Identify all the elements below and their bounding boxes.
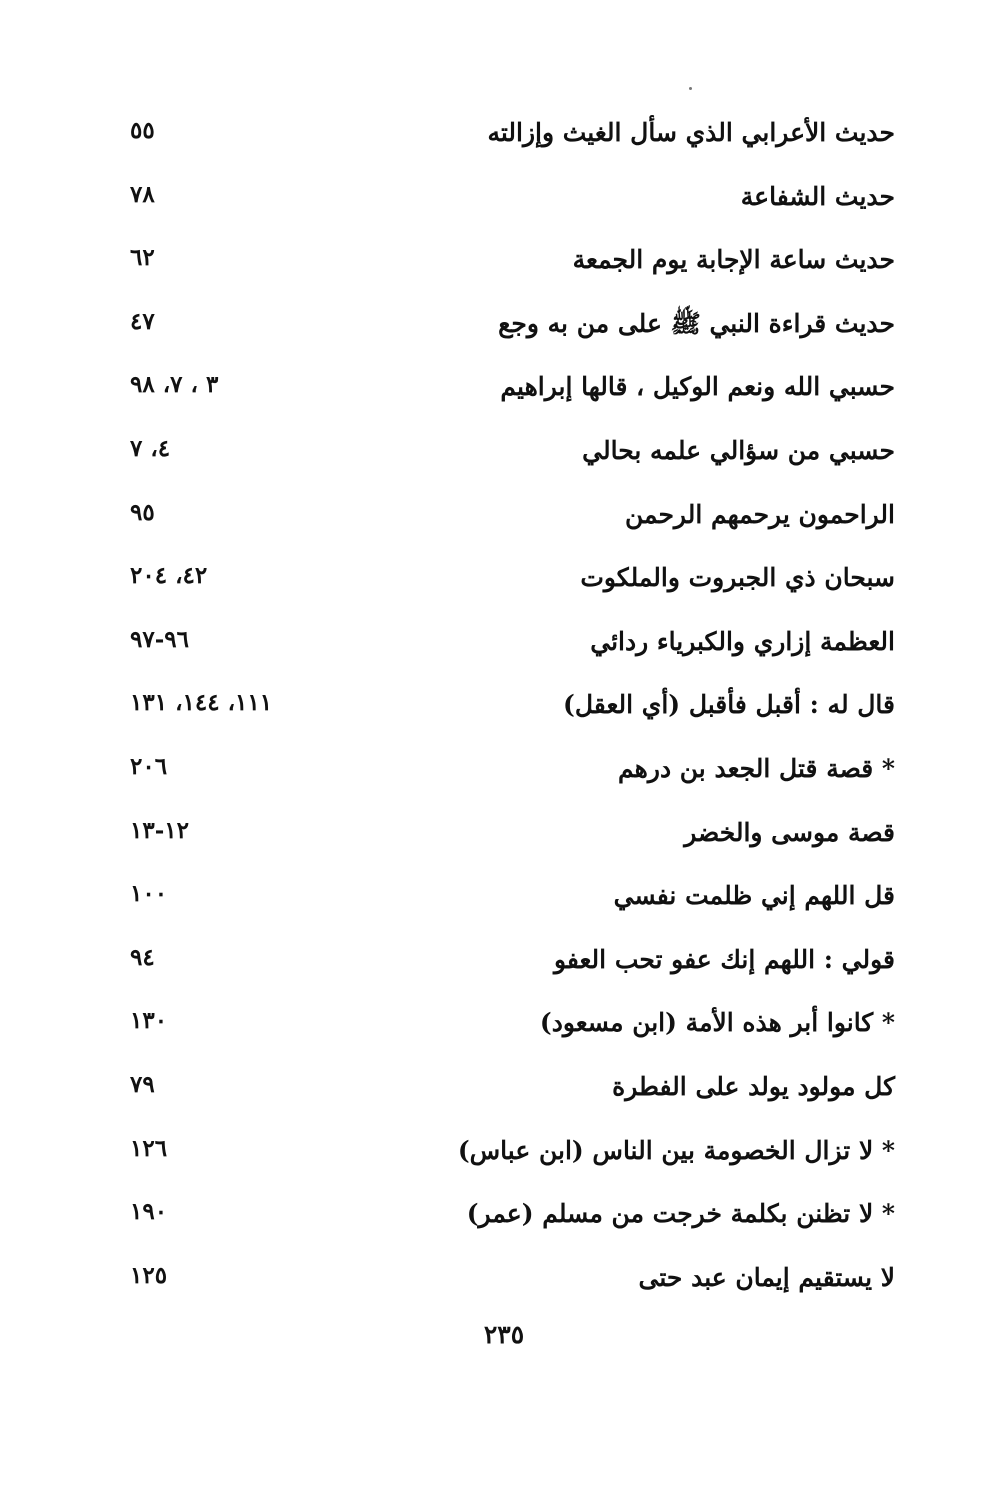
index-entry-pages: ٣ ، ٧، ٩٨: [130, 371, 219, 399]
index-entry-pages: ١٢-١٣: [130, 816, 189, 844]
index-entry-pages: ٩٦-٩٧: [130, 625, 189, 653]
index-entry-title: قال له : أقبل فأقبل (أي العقل): [563, 690, 895, 720]
index-entry-pages: ٩٥: [130, 498, 155, 526]
index-entry: [120, 104, 895, 168]
index-entry: [120, 486, 895, 550]
index-entry-title: العظمة إزاري والكبرياء ردائي: [590, 626, 895, 656]
index-entry: [120, 804, 895, 868]
index-entry-pages: ١١١، ١٤٤، ١٣١: [130, 689, 273, 717]
print-speck: [689, 87, 692, 90]
index-entry-title: قل اللهم إني ظلمت نفسي: [613, 881, 895, 911]
index-entry-pages: ٩٤: [130, 943, 155, 971]
index-entry-title: * كانوا أبر هذه الأمة (ابن مسعود): [539, 1008, 895, 1038]
index-entry-pages: ٤٢، ٢٠٤: [130, 562, 208, 590]
index-entry: [120, 1249, 895, 1313]
index-entry: [120, 1185, 895, 1249]
index-entry-title: * لا تظنن بكلمة خرجت من مسلم (عمر): [466, 1199, 895, 1229]
index-entry: [120, 676, 895, 740]
index-entry-pages: ٧٨: [130, 180, 155, 208]
hadith-index-list: [120, 104, 895, 1312]
index-entry: [120, 613, 895, 677]
index-entry: [120, 1122, 895, 1186]
index-entry-title: حسبي الله ونعم الوكيل ، قالها إبراهيم: [500, 372, 895, 402]
index-entry-title: حديث قراءة النبي ﷺ على من به وجع: [498, 308, 895, 338]
index-entry-pages: ١٣٠: [130, 1007, 168, 1035]
index-entry-pages: ٧٩: [130, 1070, 155, 1098]
index-entry-pages: ٤٧: [130, 307, 155, 335]
index-entry: [120, 740, 895, 804]
index-entry-pages: ١٩٠: [130, 1198, 168, 1226]
index-entry-title: * لا تزال الخصومة بين الناس (ابن عباس): [457, 1135, 895, 1165]
index-entry-pages: ٢٠٦: [130, 752, 168, 780]
index-entry-title: قصة موسى والخضر: [684, 817, 895, 847]
index-entry-title: سبحان ذي الجبروت والملكوت: [580, 563, 895, 593]
index-entry-pages: ٦٢: [130, 244, 155, 272]
index-entry: [120, 231, 895, 295]
index-entry: [120, 295, 895, 359]
index-entry-title: حديث الأعرابي الذي سأل الغيث وإزالته: [487, 118, 895, 147]
index-entry: [120, 994, 895, 1058]
index-entry: [120, 867, 895, 931]
index-entry: [120, 358, 895, 422]
page-number: ٢٣٥: [483, 1320, 525, 1349]
index-entry-pages: ٤، ٧: [130, 434, 171, 462]
index-entry-title: قولي : اللهم إنك عفو تحب العفو: [553, 944, 895, 974]
index-entry-title: لا يستقيم إيمان عبد حتى: [638, 1262, 895, 1292]
index-entry-pages: ٥٥: [130, 117, 155, 144]
index-entry-pages: ١٢٦: [130, 1134, 168, 1162]
index-entry-title: * قصة قتل الجعد بن درهم: [618, 753, 895, 783]
index-entry: [120, 168, 895, 232]
index-entry: [120, 549, 895, 613]
index-entry-title: حسبي من سؤالي علمه بحالي: [582, 435, 895, 465]
index-entry-title: كل مولود يولد على الفطرة: [612, 1071, 895, 1101]
index-entry-pages: ١٠٠: [130, 880, 168, 908]
index-entry-title: الراحمون يرحمهم الرحمن: [624, 499, 895, 529]
index-entry-title: حديث الشفاعة: [740, 181, 895, 211]
index-entry: [120, 931, 895, 995]
index-entry-pages: ١٢٥: [130, 1261, 168, 1289]
index-entry-title: حديث ساعة الإجابة يوم الجمعة: [572, 245, 895, 275]
index-entry: [120, 422, 895, 486]
index-entry: [120, 1058, 895, 1122]
